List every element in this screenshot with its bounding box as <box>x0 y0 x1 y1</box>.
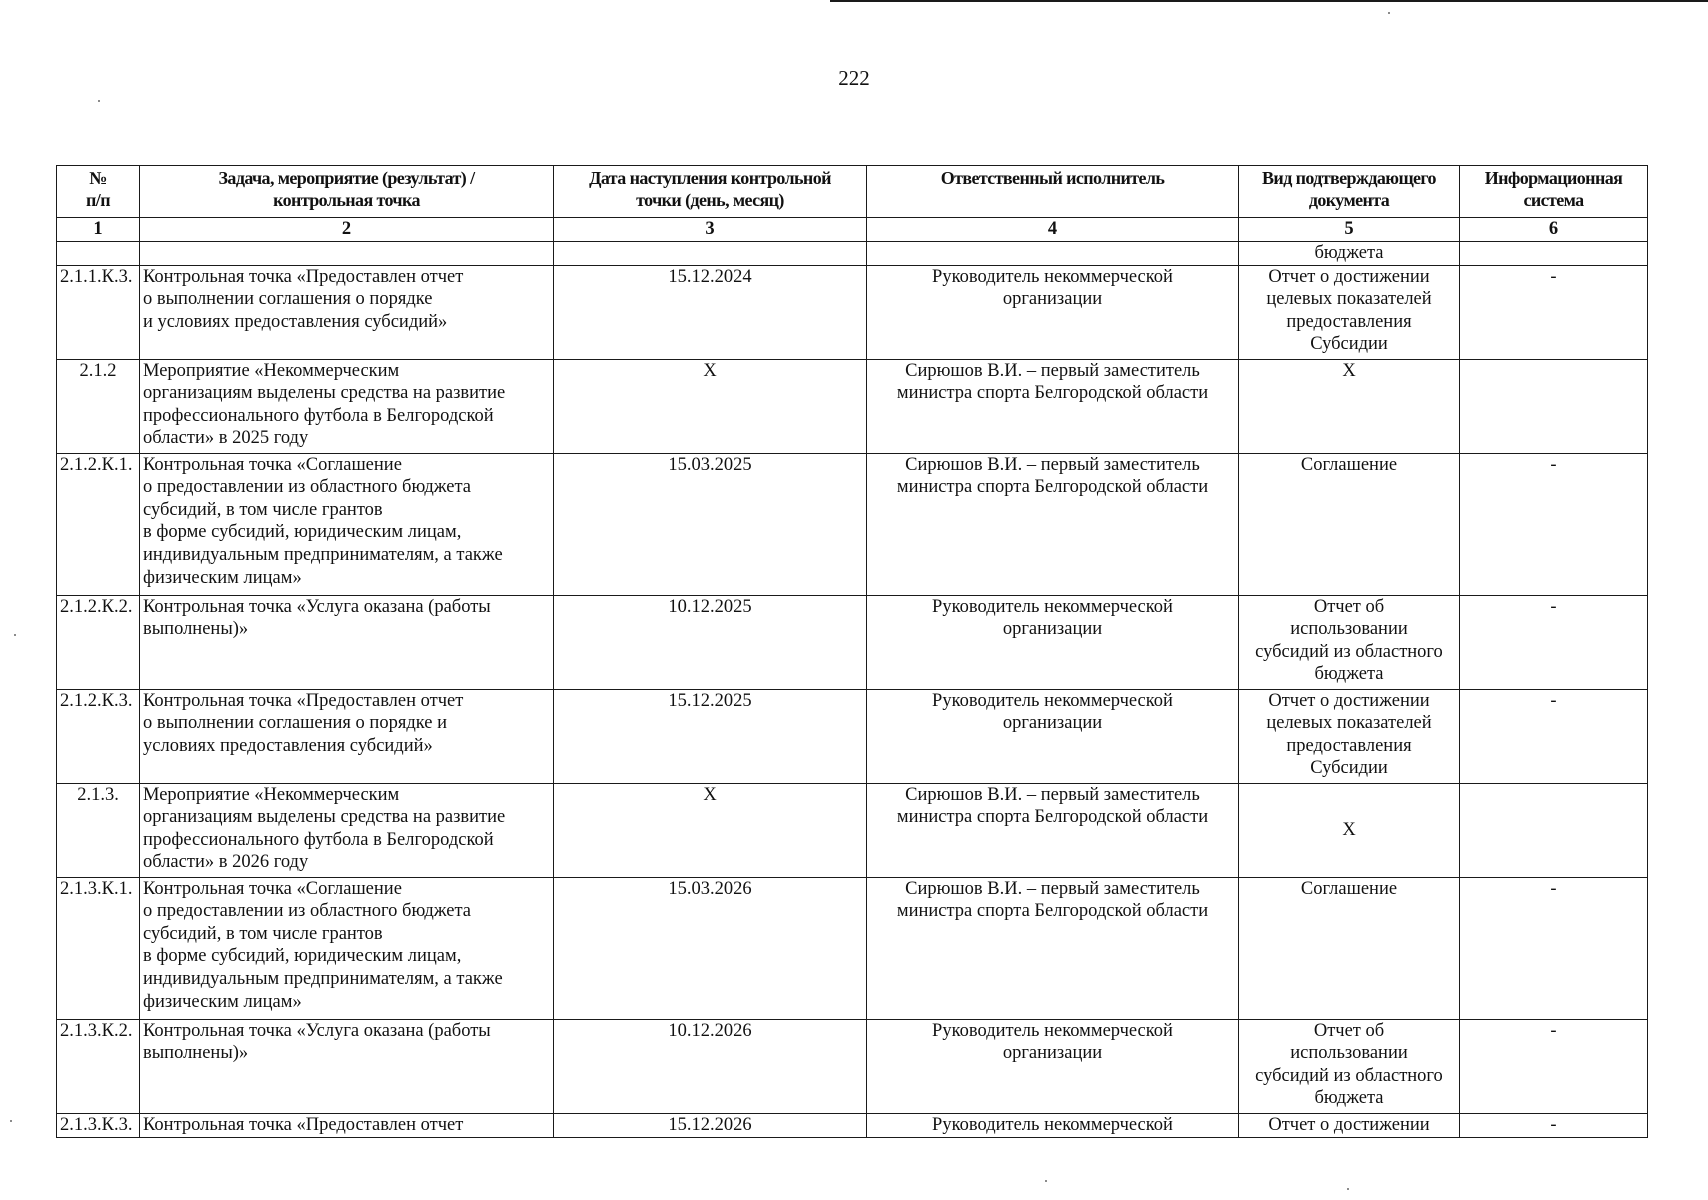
row-executor: Руководитель некоммерческой организации <box>867 595 1239 689</box>
row-date: 15.03.2026 <box>554 877 867 1019</box>
row-document: Отчет об использовании субсидий из областного бюджета <box>1239 595 1460 689</box>
table-row <box>57 1019 1648 1113</box>
row-date: 15.12.2025 <box>554 689 867 783</box>
table-row <box>57 1113 1648 1137</box>
row-task: Мероприятие «Некоммерческим организациям выделены средства на развитие профессионального футбола в Белгородской области» в 2025 году <box>140 359 554 453</box>
scan-speck <box>98 100 100 102</box>
row-date: 15.12.2024 <box>554 265 867 359</box>
row-number: 2.1.3.К.3. <box>57 1113 140 1137</box>
plan-table <box>56 165 1648 1138</box>
row-document: Соглашение <box>1239 877 1460 1019</box>
row-document: Отчет о достижении целевых показателей предоставления Субсидии <box>1239 265 1460 359</box>
row-system <box>1460 783 1648 877</box>
table-row <box>57 242 1648 266</box>
table-row <box>57 265 1648 359</box>
row-executor: Руководитель некоммерческой организации <box>867 689 1239 783</box>
row-number: 2.1.2.К.3. <box>57 689 140 783</box>
scan-speck <box>10 1120 12 1122</box>
row-system: - <box>1460 1019 1648 1113</box>
row-number: 2.1.3.К.1. <box>57 877 140 1019</box>
table-row <box>57 453 1648 595</box>
row-system <box>1460 359 1648 453</box>
row-date: 15.03.2025 <box>554 453 867 595</box>
row-number: 2.1.3.К.2. <box>57 1019 140 1113</box>
row-executor: Сирюшов В.И. – первый заместитель министра спорта Белгородской области <box>867 783 1239 877</box>
table-header <box>57 166 1648 242</box>
row-document: X <box>1239 359 1460 453</box>
row-date: 10.12.2025 <box>554 595 867 689</box>
row-executor: Руководитель некоммерческой <box>867 1113 1239 1137</box>
row-task: Мероприятие «Некоммерческим организациям выделены средства на развитие профессионального футбола в Белгородской области» в 2026 году <box>140 783 554 877</box>
row-document: X <box>1239 783 1460 877</box>
row-date: 15.12.2026 <box>554 1113 867 1137</box>
header-row <box>57 166 1648 218</box>
row-document: Отчет об использовании субсидий из областного бюджета <box>1239 1019 1460 1113</box>
row-task: Контрольная точка «Предоставлен отчет о выполнении соглашения о порядке и условиях предоставления субсидий» <box>140 265 554 359</box>
row-system: - <box>1460 877 1648 1019</box>
header-document: Вид подтверждающего документа <box>1239 166 1460 218</box>
page-number: 222 <box>838 66 870 90</box>
column-number-row <box>57 218 1648 242</box>
row-task <box>140 242 554 266</box>
row-document: бюджета <box>1239 242 1460 266</box>
row-document: Отчет о достижении <box>1239 1113 1460 1137</box>
row-executor: Сирюшов В.И. – первый заместитель министра спорта Белгородской области <box>867 359 1239 453</box>
row-task: Контрольная точка «Предоставлен отчет о выполнении соглашения о порядке и условиях предоставления субсидий» <box>140 689 554 783</box>
row-task: Контрольная точка «Услуга оказана (работы выполнены)» <box>140 1019 554 1113</box>
row-document: Соглашение <box>1239 453 1460 595</box>
header-task: Задача, мероприятие (результат) / контрольная точка <box>140 166 554 218</box>
row-executor: Сирюшов В.И. – первый заместитель министра спорта Белгородской области <box>867 877 1239 1019</box>
row-system: - <box>1460 453 1648 595</box>
table-row <box>57 595 1648 689</box>
row-task: Контрольная точка «Соглашение о предоставлении из областного бюджета субсидий, в том числе грантов в форме субсидий, юридическим лицам, индивидуальным предпринимателям, а также физическим лицам» <box>140 453 554 595</box>
row-number: 2.1.2 <box>57 359 140 453</box>
column-number: 4 <box>867 218 1239 242</box>
column-number: 2 <box>140 218 554 242</box>
row-system: - <box>1460 1113 1648 1137</box>
row-number: 2.1.3. <box>57 783 140 877</box>
row-system: - <box>1460 265 1648 359</box>
scan-speck <box>1347 1188 1349 1190</box>
row-executor <box>867 242 1239 266</box>
column-number: 1 <box>57 218 140 242</box>
table-row <box>57 877 1648 1019</box>
row-task: Контрольная точка «Услуга оказана (работы выполнены)» <box>140 595 554 689</box>
header-executor: Ответственный исполнитель <box>867 166 1239 218</box>
row-document: Отчет о достижении целевых показателей предоставления Субсидии <box>1239 689 1460 783</box>
scan-speck <box>14 634 16 636</box>
table-row <box>57 783 1648 877</box>
row-number: 2.1.1.К.3. <box>57 265 140 359</box>
row-date <box>554 242 867 266</box>
scan-speck <box>1388 12 1390 14</box>
column-number: 5 <box>1239 218 1460 242</box>
row-executor: Руководитель некоммерческой организации <box>867 1019 1239 1113</box>
row-number: 2.1.2.К.2. <box>57 595 140 689</box>
table-row <box>57 689 1648 783</box>
row-executor: Сирюшов В.И. – первый заместитель министра спорта Белгородской области <box>867 453 1239 595</box>
header-date: Дата наступления контрольной точки (день, месяц) <box>554 166 867 218</box>
scan-speck <box>1045 1180 1047 1182</box>
row-executor: Руководитель некоммерческой организации <box>867 265 1239 359</box>
plan-table-container <box>56 165 1647 1138</box>
row-system: - <box>1460 689 1648 783</box>
header-system: Информационная система <box>1460 166 1648 218</box>
header-number: № п/п <box>57 166 140 218</box>
table-row <box>57 359 1648 453</box>
row-task: Контрольная точка «Соглашение о предоставлении из областного бюджета субсидий, в том числе грантов в форме субсидий, юридическим лицам, индивидуальным предпринимателям, а также физическим лицам» <box>140 877 554 1019</box>
top-rule <box>830 0 1708 2</box>
row-date: X <box>554 359 867 453</box>
row-number <box>57 242 140 266</box>
row-date: X <box>554 783 867 877</box>
row-date: 10.12.2026 <box>554 1019 867 1113</box>
column-number: 6 <box>1460 218 1648 242</box>
row-system: - <box>1460 595 1648 689</box>
row-task: Контрольная точка «Предоставлен отчет <box>140 1113 554 1137</box>
row-system <box>1460 242 1648 266</box>
row-number: 2.1.2.К.1. <box>57 453 140 595</box>
table-body <box>57 242 1648 1138</box>
column-number: 3 <box>554 218 867 242</box>
